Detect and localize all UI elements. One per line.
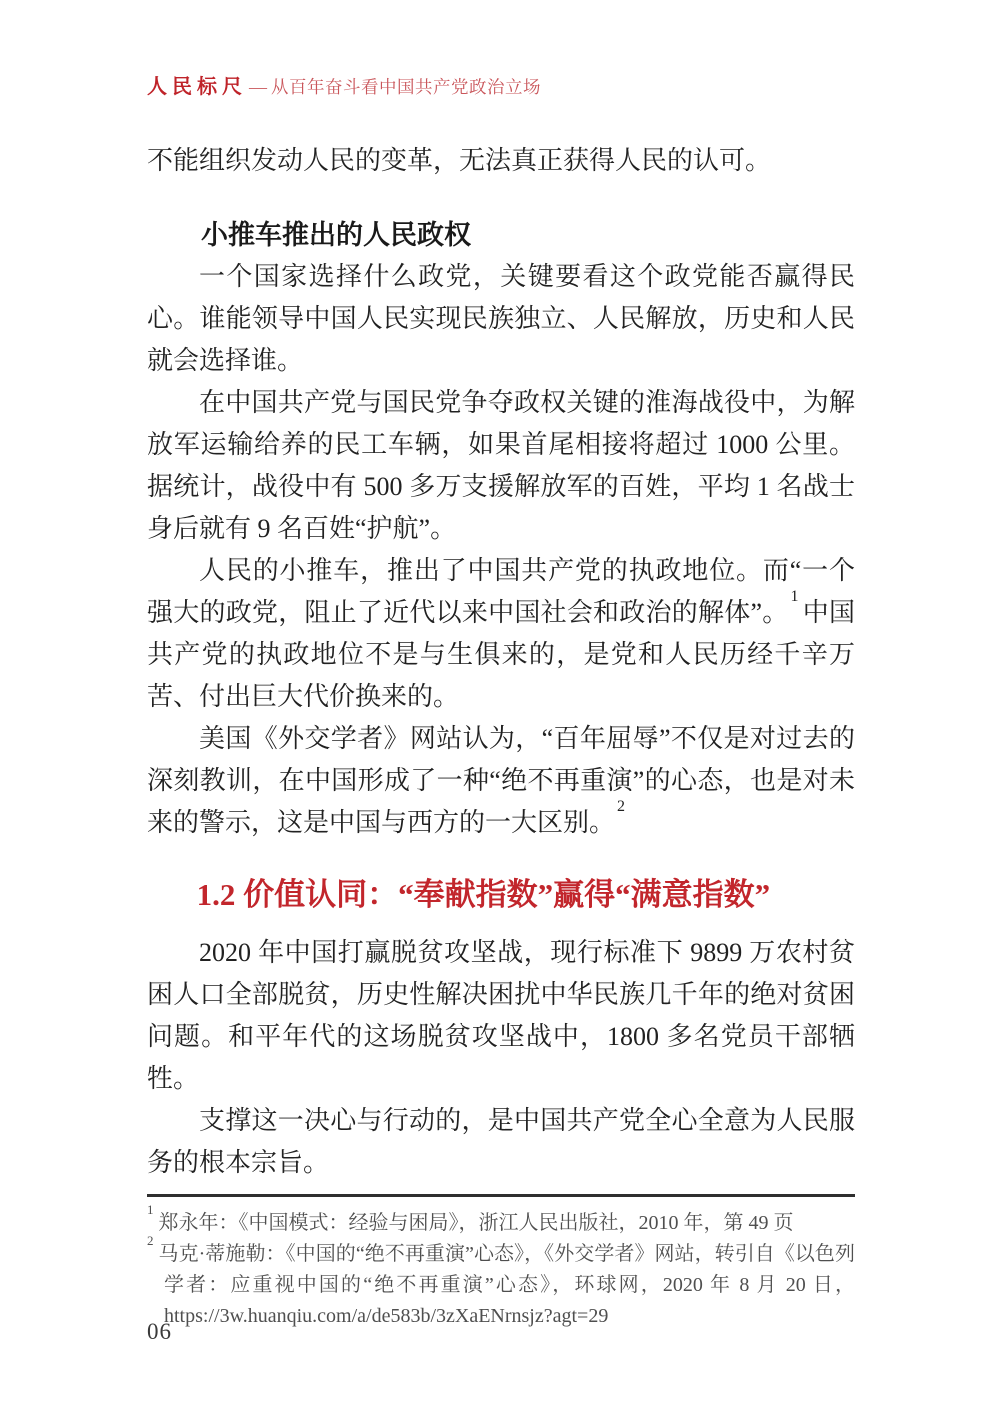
footnote-1-marker: 1 <box>147 1202 154 1218</box>
subsection-heading: 小推车推出的人民政权 <box>201 220 471 250</box>
paragraph-diplomat <box>147 718 855 844</box>
footnote-2 <box>147 1233 855 1332</box>
book-title: 人民标尺 <box>147 76 247 98</box>
paragraph-text: 美国《外交学者》网站认为，“百年屈辱”不仅是对过去的深刻教训，在中国形成了一种“绝不再重演”的心态，也是对未来的警示，这是中国与西方的一大区别。 <box>147 724 855 837</box>
paragraph-poverty-alleviation: 2020 年中国打赢脱贫攻坚战，现行标准下 9899 万农村贫困人口全部脱贫，历史性解决困扰中华民族几千年的绝对贫困问题。和平年代的这场脱贫攻坚战中，1800 多名党员干部牺牲。 <box>147 938 855 1093</box>
footnote-2-marker: 2 <box>147 1233 154 1249</box>
paragraph-choose-party: 一个国家选择什么政党，关键要看这个政党能否赢得民心。谁能领导中国人民实现民族独立、人民解放，历史和人民就会选择谁。 <box>147 262 855 375</box>
footnote-ref-1: 1 <box>790 588 799 606</box>
paragraph-intro: 不能组织发动人民的变革，无法真正获得人民的认可。 <box>147 146 772 175</box>
section-heading-1-2: 1.2 价值认同：“奉献指数”赢得“满意指数” <box>196 877 771 912</box>
footnote-ref-2: 2 <box>617 798 626 816</box>
paragraph-huaihai-campaign: 在中国共产党与国民党争夺政权关键的淮海战役中，为解放军运输给养的民工车辆，如果首尾相接将超过 1000 公里。据统计，战役中有 500 多万支援解放军的百姓，平均 1 名战士身后就有 9 名百姓“护航”。 <box>147 388 855 543</box>
footnote-1 <box>147 1202 855 1239</box>
running-header <box>147 74 855 100</box>
footnotes-section <box>147 1202 855 1332</box>
footnote-1-text: 郑永年：《中国模式：经验与困局》，浙江人民出版社，2010 年，第 49 页 <box>158 1212 794 1234</box>
paragraph-text: 中国共产党的执政地位不是与生俱来的，是党和人民历经千辛万苦、付出巨大代价换来的。 <box>147 598 855 711</box>
footnote-divider <box>147 1194 855 1197</box>
page-body <box>147 140 855 1184</box>
paragraph-fundamental-purpose: 支撑这一决心与行动的，是中国共产党全心全意为人民服务的根本宗旨。 <box>147 1106 855 1177</box>
page-number: 06 <box>147 1319 172 1344</box>
chapter-subtitle: 从百年奋斗看中国共产党政治立场 <box>271 77 541 97</box>
paragraph-handcart <box>147 550 855 718</box>
footnote-2-text: 马克·蒂施勒：《中国的“绝不再重演”心态》，《外交学者》网站，转引自《以色列学者：应重视中国的“绝不再重演”心态》，环球网，2020 年 8 月 20 日，https://3w.huanqiu.com/a/de583b/3zXaENrnsjz?agt=29 <box>158 1243 855 1327</box>
paragraph-text: 人民的小推车，推出了中国共产党的执政地位。而“一个强大的政党，阻止了近代以来中国社会和政治的解体”。 <box>147 556 855 627</box>
header-dash: — <box>249 77 267 97</box>
